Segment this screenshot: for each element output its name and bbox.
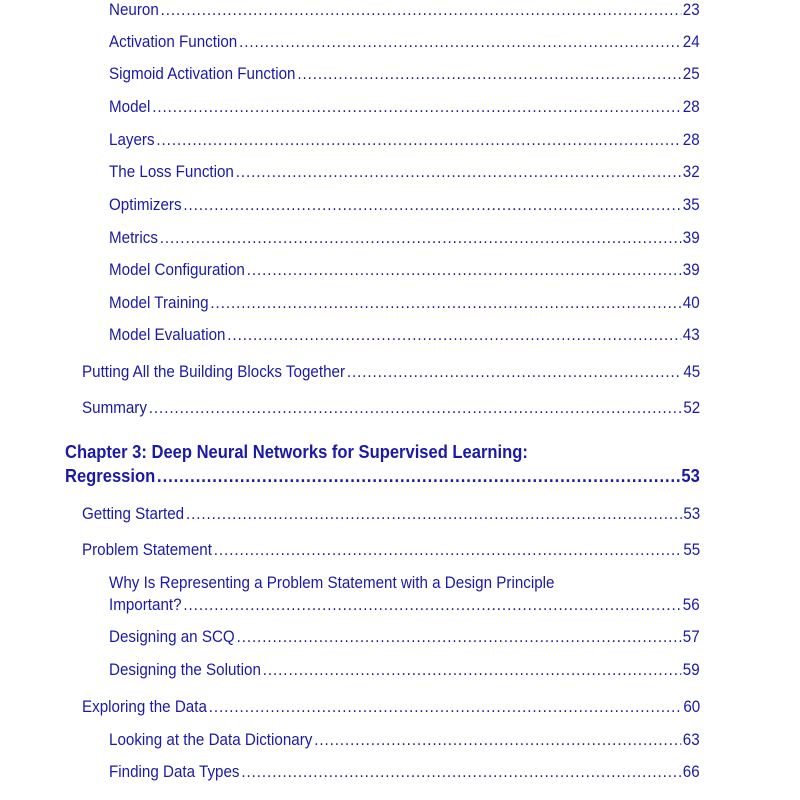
leader-dots	[297, 64, 681, 84]
leader-dots	[161, 0, 681, 20]
toc-entry-page: 25	[682, 65, 700, 83]
chapter-page: 53	[681, 466, 700, 486]
toc-entry-page: 56	[682, 596, 700, 614]
toc-entry-label: Exploring the Data	[82, 698, 207, 716]
toc-entry-data-dictionary[interactable]	[109, 730, 700, 750]
toc-entry-page: 52	[683, 399, 701, 417]
toc-entry-page: 23	[682, 1, 700, 19]
leader-dots	[186, 504, 682, 524]
toc-entry-layers[interactable]	[109, 130, 700, 150]
leader-dots	[149, 398, 682, 418]
toc-entry-page: 66	[682, 763, 700, 781]
toc-entry-why-representing[interactable]	[109, 572, 700, 616]
toc-entry-label: Summary	[82, 399, 147, 417]
leader-dots	[183, 195, 681, 215]
leader-dots	[209, 697, 682, 717]
toc-entry-metrics[interactable]	[109, 228, 700, 248]
toc-entry-page: 63	[682, 731, 700, 749]
toc-entry-neuron[interactable]	[109, 0, 700, 20]
toc-entry-page: 24	[682, 33, 700, 51]
toc-entry-getting-started[interactable]	[82, 504, 700, 524]
toc-entry-label: Optimizers	[109, 196, 182, 214]
leader-dots	[314, 730, 681, 750]
toc-entry-page: 39	[682, 229, 700, 247]
chapter-title-line1: Chapter 3: Deep Neural Networks for Supervised Learning:	[65, 442, 528, 462]
leader-dots	[183, 594, 681, 616]
toc-entry-page: 60	[683, 698, 701, 716]
toc-entry-label: Looking at the Data Dictionary	[109, 731, 313, 749]
toc-entry-sigmoid-activation-function[interactable]	[109, 64, 700, 84]
toc-entry-finding-data-types[interactable]	[109, 762, 700, 782]
leader-dots	[160, 228, 681, 248]
toc-entry-label: Model	[109, 98, 151, 116]
toc-entry-page: 59	[682, 661, 700, 679]
toc-entry-designing-solution[interactable]	[109, 660, 700, 680]
leader-dots	[241, 762, 681, 782]
toc-entry-label: Putting All the Building Blocks Together	[82, 363, 346, 381]
toc-entry-optimizers[interactable]	[109, 195, 700, 215]
toc-entry-page: 53	[683, 505, 701, 523]
toc-entry-model-evaluation[interactable]	[109, 325, 700, 345]
leader-dots	[156, 130, 681, 150]
toc-entry-loss-function[interactable]	[109, 162, 700, 182]
leader-dots	[236, 162, 681, 182]
leader-dots	[152, 97, 681, 117]
toc-entry-label: Model Configuration	[109, 261, 245, 279]
toc-entry-page: 32	[682, 163, 700, 181]
toc-entry-page: 28	[682, 131, 700, 149]
toc-entry-label: Getting Started	[82, 505, 185, 523]
toc-entry-label: Activation Function	[109, 33, 238, 51]
toc-entry-label: The Loss Function	[109, 163, 234, 181]
leader-dots	[237, 627, 681, 647]
toc-entry-label: Model Training	[109, 294, 209, 312]
toc-entry-label: Designing an SCQ	[109, 628, 235, 646]
toc-entry-model-training[interactable]	[109, 293, 700, 313]
toc-entry-page: 57	[682, 628, 700, 646]
chapter-title-line2: Regression	[65, 466, 156, 486]
toc-entry-summary[interactable]	[82, 398, 700, 418]
toc-entry-exploring-data[interactable]	[82, 697, 700, 717]
toc-entry-model[interactable]	[109, 97, 700, 117]
toc-entry-page: 45	[683, 363, 701, 381]
leader-dots	[227, 325, 681, 345]
toc-entry-label: Designing the Solution	[109, 661, 261, 679]
toc-entry-page: 43	[682, 326, 700, 344]
chapter-3-heading[interactable]	[65, 440, 700, 488]
toc-entry-putting-all-together[interactable]	[82, 362, 700, 382]
toc-entry-model-configuration[interactable]	[109, 260, 700, 280]
toc-entry-label: Finding Data Types	[109, 763, 240, 781]
toc-entry-page: 39	[682, 261, 700, 279]
toc-entry-label: Layers	[109, 131, 155, 149]
leader-dots	[263, 660, 681, 680]
leader-dots	[347, 362, 682, 382]
leader-dots	[157, 464, 679, 488]
toc-entry-label: Problem Statement	[82, 541, 212, 559]
toc-entry-problem-statement[interactable]	[82, 540, 700, 560]
leader-dots	[214, 540, 682, 560]
leader-dots	[239, 32, 681, 52]
toc-entry-label-line2: Important?	[109, 596, 182, 614]
toc-entry-label: Neuron	[109, 1, 159, 19]
toc-entry-label-line1: Why Is Representing a Problem Statement with a Design Principle	[109, 574, 555, 592]
toc-entry-page: 55	[683, 541, 701, 559]
leader-dots	[247, 260, 681, 280]
toc-entry-page: 35	[682, 196, 700, 214]
toc-entry-label: Sigmoid Activation Function	[109, 65, 296, 83]
toc-entry-designing-scq[interactable]	[109, 627, 700, 647]
leader-dots	[210, 293, 680, 313]
toc-entry-page: 40	[682, 294, 700, 312]
toc-entry-label: Model Evaluation	[109, 326, 226, 344]
toc-entry-label: Metrics	[109, 229, 158, 247]
toc-entry-page: 28	[682, 98, 700, 116]
toc-entry-activation-function[interactable]	[109, 32, 700, 52]
